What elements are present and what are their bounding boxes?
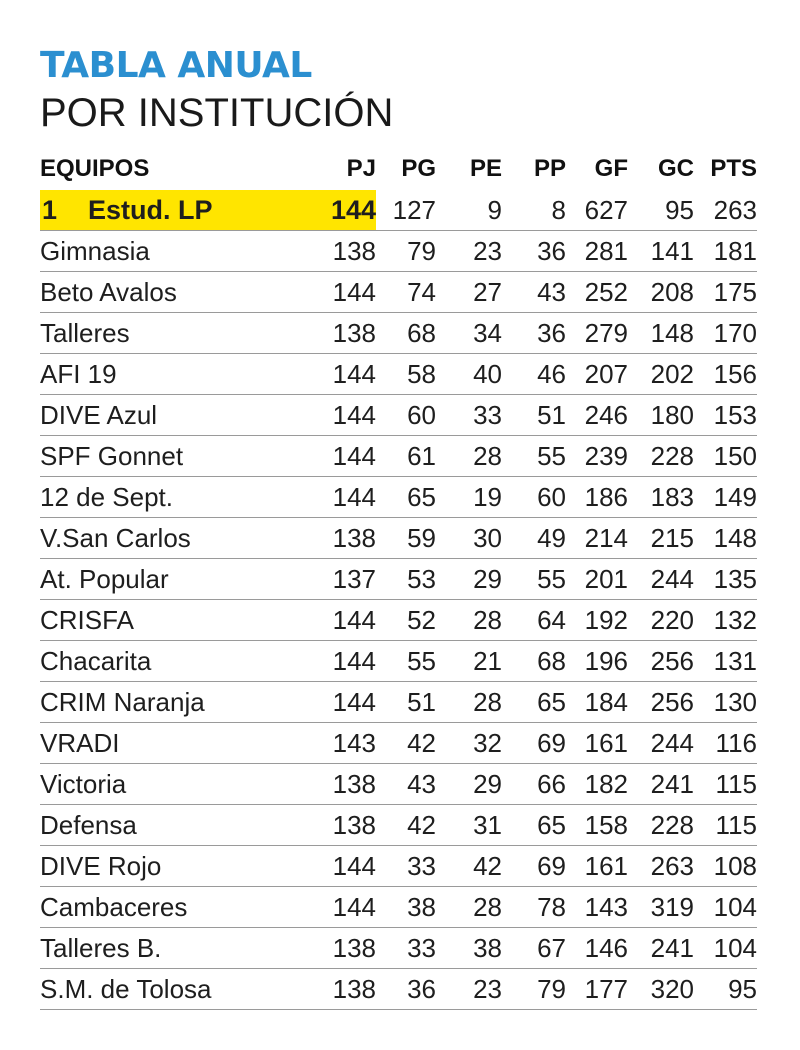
- leader-gc: 95: [628, 190, 694, 231]
- cell-pj: 144: [310, 477, 376, 518]
- cell-pe: 42: [436, 846, 502, 887]
- leader-rank: 1: [42, 194, 58, 225]
- cell-gc: 215: [628, 518, 694, 559]
- table-row: [40, 313, 757, 354]
- cell-pe: 21: [436, 641, 502, 682]
- cell-gf: 214: [566, 518, 628, 559]
- cell-gc: 183: [628, 477, 694, 518]
- cell-pj: 138: [310, 231, 376, 272]
- cell-pts: 150: [694, 436, 757, 477]
- cell-pg: 79: [376, 231, 436, 272]
- cell-pts: 108: [694, 846, 757, 887]
- cell-pp: 51: [502, 395, 566, 436]
- cell-gc: 220: [628, 600, 694, 641]
- cell-gf: 246: [566, 395, 628, 436]
- cell-pj: 138: [310, 969, 376, 1010]
- cell-gf: 252: [566, 272, 628, 313]
- cell-pts: 132: [694, 600, 757, 641]
- cell-pj: 144: [310, 846, 376, 887]
- cell-pts: 135: [694, 559, 757, 600]
- table-row: [40, 846, 757, 887]
- cell-team: Talleres: [40, 313, 310, 354]
- leader-team-cell: [40, 190, 310, 231]
- cell-pp: 64: [502, 600, 566, 641]
- cell-pg: 51: [376, 682, 436, 723]
- cell-gf: 184: [566, 682, 628, 723]
- cell-pj: 144: [310, 682, 376, 723]
- cell-pp: 36: [502, 231, 566, 272]
- table-row: [40, 395, 757, 436]
- table-row: [40, 805, 757, 846]
- leader-row: [40, 190, 757, 231]
- cell-pp: 49: [502, 518, 566, 559]
- table-row: [40, 641, 757, 682]
- cell-gc: 228: [628, 436, 694, 477]
- cell-team: S.M. de Tolosa: [40, 969, 310, 1010]
- cell-gc: 244: [628, 723, 694, 764]
- cell-pts: 149: [694, 477, 757, 518]
- cell-pj: 138: [310, 928, 376, 969]
- cell-team: Talleres B.: [40, 928, 310, 969]
- cell-pj: 144: [310, 641, 376, 682]
- cell-pp: 69: [502, 846, 566, 887]
- cell-gf: 177: [566, 969, 628, 1010]
- cell-pe: 34: [436, 313, 502, 354]
- cell-gf: 279: [566, 313, 628, 354]
- cell-pts: 181: [694, 231, 757, 272]
- cell-team: V.San Carlos: [40, 518, 310, 559]
- cell-pp: 79: [502, 969, 566, 1010]
- table-row: [40, 887, 757, 928]
- cell-pj: 137: [310, 559, 376, 600]
- cell-team: DIVE Azul: [40, 395, 310, 436]
- cell-pg: 36: [376, 969, 436, 1010]
- header-pe: PE: [469, 155, 502, 182]
- cell-pe: 28: [436, 682, 502, 723]
- cell-gf: 143: [566, 887, 628, 928]
- cell-team: VRADI: [40, 723, 310, 764]
- cell-pts: 175: [694, 272, 757, 313]
- header-row: [40, 154, 757, 190]
- cell-pp: 69: [502, 723, 566, 764]
- table-row: [40, 559, 757, 600]
- leader-pg: 127: [376, 190, 436, 231]
- cell-gc: 320: [628, 969, 694, 1010]
- cell-gc: 241: [628, 928, 694, 969]
- table-row: [40, 764, 757, 805]
- cell-pj: 144: [310, 887, 376, 928]
- cell-pg: 38: [376, 887, 436, 928]
- cell-team: Cambaceres: [40, 887, 310, 928]
- cell-pp: 43: [502, 272, 566, 313]
- cell-pts: 131: [694, 641, 757, 682]
- cell-pg: 55: [376, 641, 436, 682]
- table-row: [40, 518, 757, 559]
- standings-panel: [40, 44, 757, 1010]
- cell-pp: 68: [502, 641, 566, 682]
- table-row: [40, 354, 757, 395]
- cell-pg: 43: [376, 764, 436, 805]
- leader-pe: 9: [436, 190, 502, 231]
- cell-pg: 42: [376, 723, 436, 764]
- cell-pts: 115: [694, 805, 757, 846]
- cell-pg: 59: [376, 518, 436, 559]
- cell-team: At. Popular: [40, 559, 310, 600]
- cell-pg: 60: [376, 395, 436, 436]
- cell-gc: 241: [628, 764, 694, 805]
- cell-team: Beto Avalos: [40, 272, 310, 313]
- cell-pg: 68: [376, 313, 436, 354]
- cell-pg: 42: [376, 805, 436, 846]
- cell-pts: 130: [694, 682, 757, 723]
- cell-pe: 29: [436, 764, 502, 805]
- cell-pts: 170: [694, 313, 757, 354]
- cell-pts: 104: [694, 887, 757, 928]
- cell-pts: 156: [694, 354, 757, 395]
- cell-gf: 161: [566, 846, 628, 887]
- cell-team: Victoria: [40, 764, 310, 805]
- page-subtitle: POR INSTITUCIÓN: [40, 91, 394, 135]
- cell-pp: 55: [502, 436, 566, 477]
- cell-gc: 244: [628, 559, 694, 600]
- cell-pp: 66: [502, 764, 566, 805]
- leader-gf: 627: [566, 190, 628, 231]
- table-row: [40, 272, 757, 313]
- cell-team: AFI 19: [40, 354, 310, 395]
- cell-pe: 27: [436, 272, 502, 313]
- header-pts: PTS: [710, 155, 757, 182]
- cell-gc: 141: [628, 231, 694, 272]
- cell-pg: 53: [376, 559, 436, 600]
- table-row: [40, 600, 757, 641]
- cell-pg: 65: [376, 477, 436, 518]
- cell-pg: 33: [376, 846, 436, 887]
- standings-table: [40, 154, 757, 1010]
- cell-pj: 138: [310, 518, 376, 559]
- cell-gc: 208: [628, 272, 694, 313]
- cell-pp: 65: [502, 805, 566, 846]
- cell-team: SPF Gonnet: [40, 436, 310, 477]
- cell-pe: 32: [436, 723, 502, 764]
- cell-pp: 78: [502, 887, 566, 928]
- cell-pg: 52: [376, 600, 436, 641]
- cell-team: DIVE Rojo: [40, 846, 310, 887]
- cell-pe: 23: [436, 969, 502, 1010]
- cell-pg: 33: [376, 928, 436, 969]
- leader-pp: 8: [502, 190, 566, 231]
- cell-pts: 115: [694, 764, 757, 805]
- cell-pj: 144: [310, 395, 376, 436]
- cell-pe: 33: [436, 395, 502, 436]
- cell-pg: 61: [376, 436, 436, 477]
- cell-pts: 153: [694, 395, 757, 436]
- table-row: [40, 928, 757, 969]
- cell-pp: 36: [502, 313, 566, 354]
- cell-team: Gimnasia: [40, 231, 310, 272]
- cell-gc: 228: [628, 805, 694, 846]
- cell-pe: 38: [436, 928, 502, 969]
- cell-pj: 144: [310, 436, 376, 477]
- cell-gc: 263: [628, 846, 694, 887]
- cell-gf: 201: [566, 559, 628, 600]
- leader-pts: 263: [694, 190, 757, 231]
- cell-team: Defensa: [40, 805, 310, 846]
- table-row: [40, 969, 757, 1010]
- cell-pj: 144: [310, 272, 376, 313]
- cell-gc: 148: [628, 313, 694, 354]
- header-pj: PJ: [346, 155, 376, 182]
- cell-team: CRISFA: [40, 600, 310, 641]
- cell-gf: 146: [566, 928, 628, 969]
- header-gf: GF: [594, 155, 628, 182]
- cell-pp: 60: [502, 477, 566, 518]
- cell-gf: 239: [566, 436, 628, 477]
- page-title: TABLA ANUAL: [40, 45, 312, 86]
- table-row: [40, 723, 757, 764]
- cell-gf: 186: [566, 477, 628, 518]
- cell-gf: 158: [566, 805, 628, 846]
- cell-gf: 281: [566, 231, 628, 272]
- table-row: [40, 436, 757, 477]
- cell-gf: 196: [566, 641, 628, 682]
- cell-pe: 30: [436, 518, 502, 559]
- cell-pts: 95: [694, 969, 757, 1010]
- cell-team: 12 de Sept.: [40, 477, 310, 518]
- cell-pe: 28: [436, 600, 502, 641]
- cell-gc: 180: [628, 395, 694, 436]
- cell-gc: 256: [628, 682, 694, 723]
- cell-gc: 319: [628, 887, 694, 928]
- header-gc: GC: [658, 155, 694, 182]
- cell-team: CRIM Naranja: [40, 682, 310, 723]
- cell-pts: 116: [694, 723, 757, 764]
- cell-gf: 192: [566, 600, 628, 641]
- cell-pg: 58: [376, 354, 436, 395]
- cell-pe: 31: [436, 805, 502, 846]
- cell-pts: 104: [694, 928, 757, 969]
- cell-pj: 144: [310, 600, 376, 641]
- header-pg: PG: [401, 155, 436, 182]
- cell-pg: 74: [376, 272, 436, 313]
- cell-gf: 207: [566, 354, 628, 395]
- cell-pp: 67: [502, 928, 566, 969]
- header-pp: PP: [533, 155, 566, 182]
- header-equipos: EQUIPOS: [40, 155, 150, 182]
- cell-pe: 29: [436, 559, 502, 600]
- table-row: [40, 231, 757, 272]
- cell-gc: 256: [628, 641, 694, 682]
- cell-pj: 138: [310, 764, 376, 805]
- cell-pj: 143: [310, 723, 376, 764]
- cell-pj: 138: [310, 313, 376, 354]
- table-row: [40, 682, 757, 723]
- cell-pe: 28: [436, 436, 502, 477]
- cell-pj: 144: [310, 354, 376, 395]
- table-row: [40, 477, 757, 518]
- cell-gf: 161: [566, 723, 628, 764]
- cell-pp: 46: [502, 354, 566, 395]
- cell-pe: 40: [436, 354, 502, 395]
- cell-pj: 138: [310, 805, 376, 846]
- cell-gf: 182: [566, 764, 628, 805]
- cell-pe: 19: [436, 477, 502, 518]
- cell-pp: 65: [502, 682, 566, 723]
- leader-team: Estud. LP: [88, 194, 213, 225]
- cell-pe: 28: [436, 887, 502, 928]
- cell-team: Chacarita: [40, 641, 310, 682]
- leader-pj: 144: [310, 190, 376, 231]
- cell-pts: 148: [694, 518, 757, 559]
- cell-gc: 202: [628, 354, 694, 395]
- cell-pp: 55: [502, 559, 566, 600]
- cell-pe: 23: [436, 231, 502, 272]
